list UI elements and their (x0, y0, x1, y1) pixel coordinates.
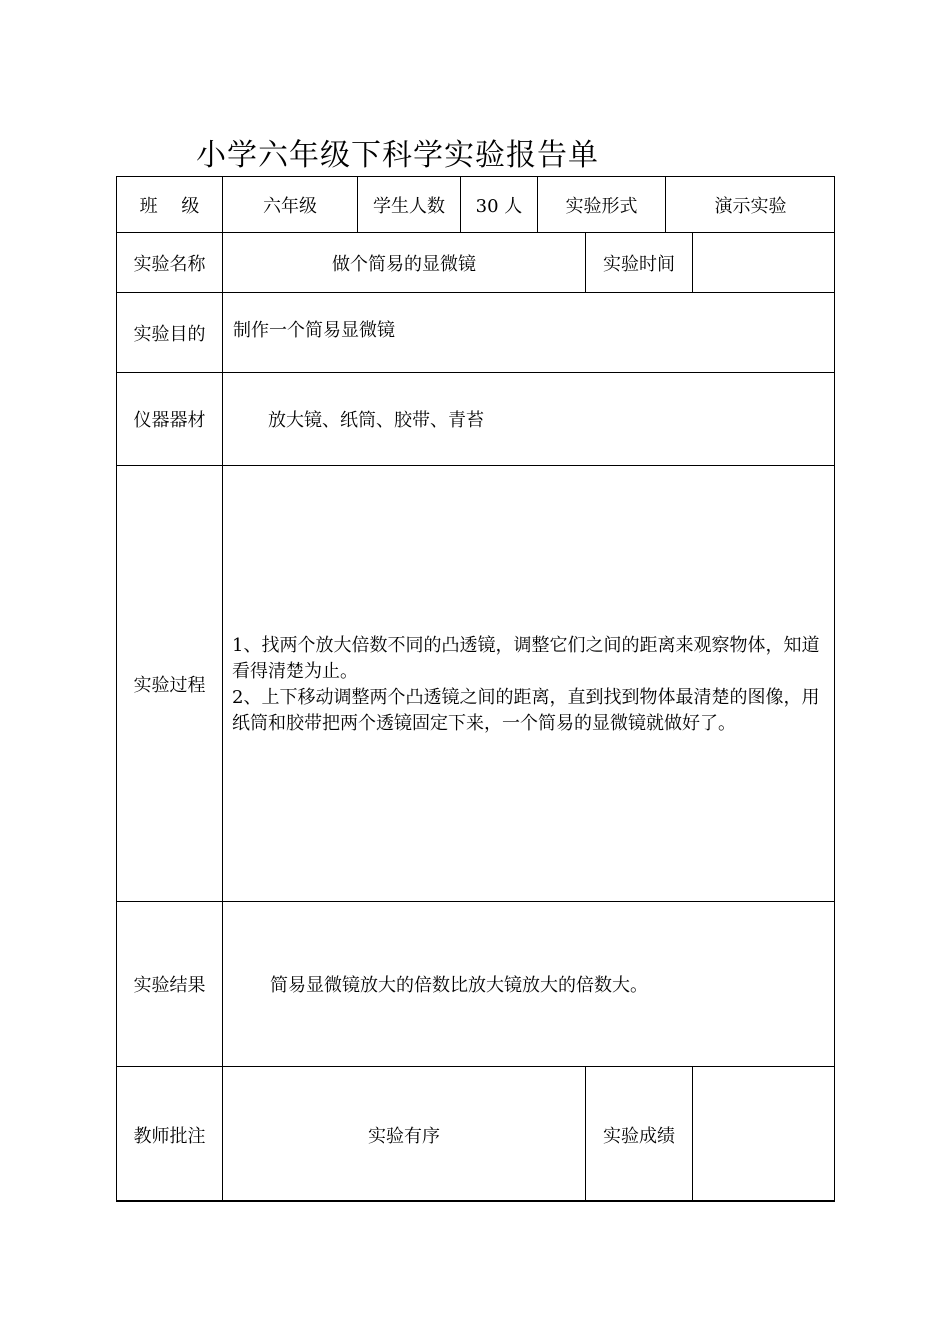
form-value-text: 演示实验 (714, 195, 787, 217)
process-step-2: 2、上下移动调整两个凸透镜之间的距离，直到找到物体最清楚的图像，用纸筒和胶带把两个透镜固定下来，一个简易的显微镜就做好了。 (232, 687, 820, 734)
class-value (222, 176, 357, 232)
process-label (116, 465, 222, 901)
purpose-label-text: 实验目的 (133, 323, 206, 345)
teacher-review-value (222, 1066, 585, 1202)
experiment-name-label (116, 232, 222, 292)
experiment-time-label-text: 实验时间 (603, 253, 675, 275)
process-text (232, 633, 830, 737)
form-value (665, 176, 835, 232)
purpose-cell (222, 292, 835, 372)
class-label-text: 班 级 (139, 195, 200, 217)
teacher-review-label-text: 教师批注 (133, 1125, 206, 1147)
purpose-label (116, 292, 222, 372)
form-label-text: 实验形式 (565, 195, 638, 217)
grade-label (585, 1066, 692, 1202)
students-label-text: 学生人数 (373, 195, 445, 217)
materials-cell (222, 372, 835, 465)
page-title: 小学六年级下科学实验报告单 (196, 138, 599, 173)
class-label (116, 176, 222, 232)
grade-label-text: 实验成绩 (603, 1125, 675, 1147)
result-label (116, 901, 222, 1066)
purpose-value: 制作一个简易显微镜 (233, 320, 395, 341)
students-value (460, 176, 537, 232)
experiment-name-value-text: 做个简易的显微镜 (332, 253, 476, 275)
form-label (537, 176, 665, 232)
process-step-1: 1、找两个放大倍数不同的凸透镜，调整它们之间的距离来观察物体，知道看得清楚为止。 (232, 635, 820, 682)
experiment-time-label (585, 232, 692, 292)
experiment-name-label-text: 实验名称 (133, 253, 206, 275)
process-label-text: 实验过程 (133, 674, 206, 696)
students-label (357, 176, 460, 232)
class-value-text: 六年级 (263, 195, 317, 217)
materials-label-text: 仪器器材 (133, 410, 206, 431)
result-label-text: 实验结果 (133, 975, 206, 996)
result-cell (222, 901, 835, 1066)
experiment-time-value (692, 232, 835, 292)
students-value-text: 30 人 (475, 195, 523, 217)
teacher-review-label (116, 1066, 222, 1202)
experiment-name-value (222, 232, 585, 292)
materials-value: 放大镜、纸筒、胶带、青苔 (268, 410, 484, 431)
result-value: 简易显微镜放大的倍数比放大镜放大的倍数大。 (270, 975, 648, 996)
materials-label (116, 372, 222, 465)
grade-value (692, 1066, 835, 1202)
teacher-review-value-text: 实验有序 (368, 1125, 440, 1147)
